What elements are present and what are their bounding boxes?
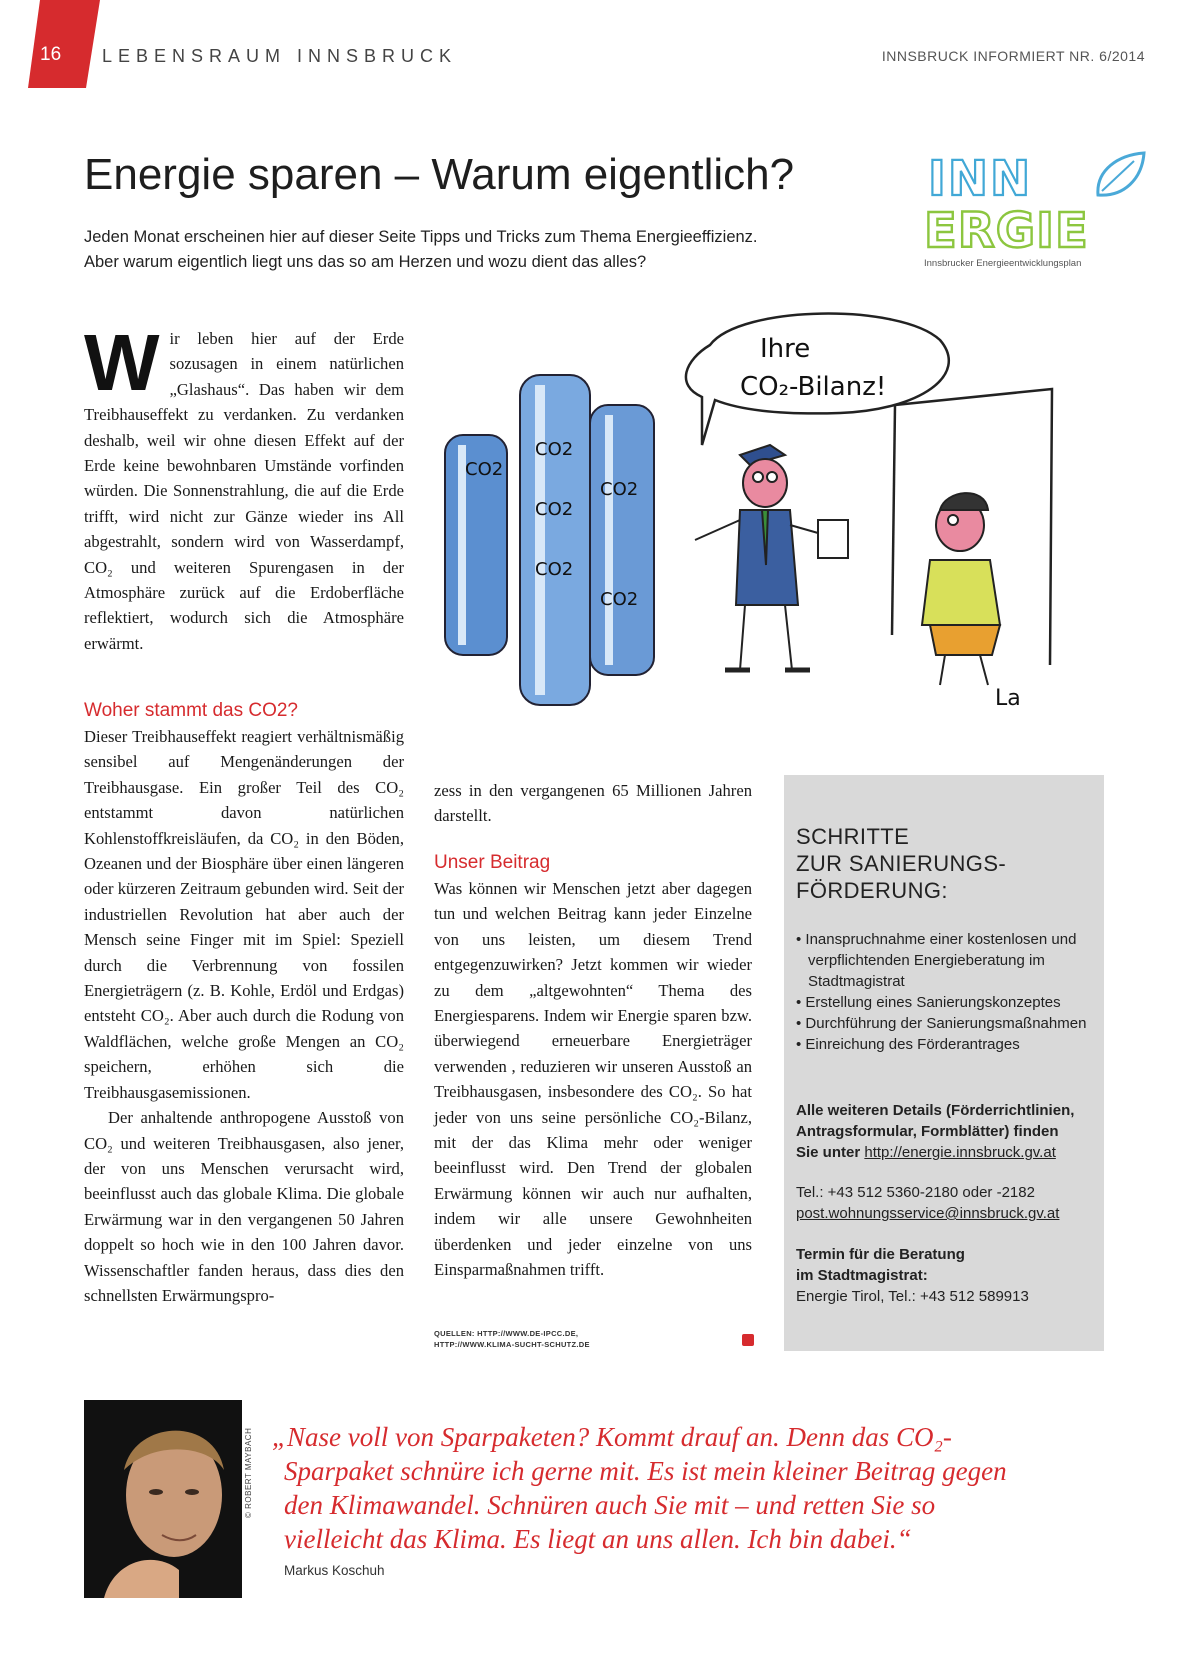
column-2-continuation	[434, 778, 752, 829]
section-title: LEBENSRAUM INNSBRUCK	[102, 46, 458, 66]
column-1-body	[84, 724, 404, 1308]
quote-author: Markus Koschuh	[284, 1563, 385, 1578]
quote-line: vielleicht das Klima. Es liegt an uns allen. Ich bin dabei.“	[284, 1524, 912, 1554]
leaf-icon	[1098, 153, 1144, 195]
pull-quote	[272, 1420, 1072, 1556]
contact-text	[796, 1182, 1101, 1224]
portrait-photo	[84, 1400, 242, 1598]
paragraph: zess in den vergangenen 65 Millionen Jahren darstellt.	[434, 781, 752, 826]
subheading-co2: Woher stammt das CO2?	[84, 700, 299, 721]
email-link[interactable]: post.wohnungsservice@innsbruck.gv.at	[796, 1205, 1060, 1222]
appointment-bold: im Stadtmagistrat:	[796, 1267, 928, 1284]
source-line: QUELLEN: HTTP://WWW.DE-IPCC.DE,	[434, 1329, 579, 1338]
logo-line2: ERGIE	[924, 203, 1089, 259]
article-intro	[84, 225, 864, 275]
speech-line-1: Ihre	[760, 334, 811, 364]
title-line: SCHRITTE	[796, 824, 910, 849]
lead-text: ir leben hier auf der Erde sozusagen in einem natürlichen „Glashaus“. Das haben wir dem Treibhauseffekt zu verdanken. Zu verdanken deshalb, weil wir ohne diesen Effekt auf der Erde keine bewohnbaren Umstände vorfinden würden. Die Sonnenstrahlung, die auf die Erde trifft, wird nicht zur Gänze wieder ins All abgestrahlt, sondern wird von Wasserdampf, CO₂ und weiteren Spurengasen in der Atmosphäre zurück auf die Erdoberfläche reflektiert, wodurch sich die Atmosphäre erwärmt.	[84, 329, 404, 653]
quote-line: „Nase voll von Sparpaketen? Kommt drauf an. Denn das CO₂-	[272, 1422, 952, 1452]
info-box-title	[796, 823, 1006, 904]
source-line: HTTP://WWW.KLIMA-SUCHT-SCHUTZ.DE	[434, 1340, 590, 1349]
appointment-contact: Energie Tirol, Tel.: +43 512 589913	[796, 1288, 1029, 1305]
title-line: FÖRDERUNG:	[796, 878, 948, 903]
barrel-label: CO2	[535, 499, 574, 520]
barrel-label: CO2	[535, 439, 574, 460]
paragraph: Der anhaltende anthropogene Ausstoß von CO₂ und weiteren Treibhausgasen, also jener, der von uns Menschen verursacht wird, beeinflusst auch das globale Klima. Die globale Erwärmung war in den vergangenen 50 Jahren doppelt so hoch wie in den 100 Jahren davor. Wissenschaftler fanden heraus, dass dies den schnellsten Erwärmungspro-	[84, 1108, 404, 1305]
article-end-mark	[742, 1334, 754, 1346]
details-link[interactable]: http://energie.innsbruck.gv.at	[864, 1144, 1056, 1161]
intro-line: Jeden Monat erscheinen hier auf dieser Seite Tipps und Tricks zum Thema Energieeffizienz.	[84, 228, 758, 246]
info-box	[784, 775, 1104, 1351]
appointment-text	[796, 1244, 1101, 1307]
speech-line-2: CO₂-Bilanz!	[740, 372, 887, 402]
issue-label: INNSBRUCK INFORMIERT NR. 6/2014	[881, 48, 1145, 64]
details-bold: Sie unter	[796, 1144, 861, 1161]
barrel-label: CO2	[600, 589, 639, 610]
list-item: • Inanspruchnahme einer kostenlosen und verpflichtenden Energieberatung im Stadtmagistrat	[796, 929, 1096, 992]
illustrator-signature: La	[995, 686, 1021, 711]
quote-line: Sparpaket schnüre ich gerne mit. Es ist mein kleiner Beitrag gegen	[284, 1456, 1007, 1486]
details-bold: Alle weiteren Details (Förderrichtlinien,	[796, 1102, 1075, 1119]
appointment-bold: Termin für die Beratung	[796, 1246, 965, 1263]
barrel-label: CO2	[600, 479, 639, 500]
quote-line: den Klimawandel. Schnüren auch Sie mit – und retten Sie so	[284, 1490, 936, 1520]
logo-line1: INN	[928, 151, 1033, 207]
details-text	[796, 1100, 1101, 1163]
title-line: ZUR SANIERUNGS-	[796, 851, 1007, 876]
subheading-beitrag: Unser Beitrag	[434, 852, 551, 873]
list-item: • Durchführung der Sanierungsmaßnahmen	[796, 1013, 1096, 1034]
paragraph: Dieser Treibhauseffekt reagiert verhältnismäßig sensibel auf Mengenänderungen der Treibhausgase. Ein großer Teil des CO₂ entstammt davon natürlichen Kohlenstoffkreisläufen, da CO₂ in den Böden, Ozeanen und der Biosphäre über einen längeren oder kürzeren Zeitraum gebunden wird. Seit der industriellen Revolution hat aber auch der Mensch seine Finger mit im Spiel: Speziell durch die Verbrennung von fossilen Energieträgern (z. B. Kohle, Erdöl und Erdgas) entsteht CO₂. Aber auch durch die Rodung von Waldflächen, welche große Mengen an CO₂ speichern, erhöhen sich die Treibhausgasemissionen.	[84, 727, 404, 1102]
column-2-body	[434, 876, 752, 1283]
steps-list	[796, 929, 1096, 1055]
man-with-cap	[695, 445, 848, 670]
woman-figure	[922, 493, 1000, 685]
barrel-label: CO2	[465, 459, 504, 480]
drop-cap: W	[84, 318, 160, 407]
list-item: • Einreichung des Förderantrages	[796, 1034, 1096, 1055]
red-page-tab	[28, 0, 100, 88]
list-item: • Erstellung eines Sanierungskonzeptes	[796, 992, 1096, 1013]
lead-paragraph	[84, 318, 404, 656]
barrel-label: CO2	[535, 559, 574, 580]
sources	[434, 1328, 590, 1350]
details-bold: Antragsformular, Formblätter) finden	[796, 1123, 1059, 1140]
co2-cartoon-illustration	[440, 305, 1080, 735]
co2-barrels	[445, 375, 654, 705]
page-number: 16	[40, 44, 62, 65]
logo-subtitle: Innsbrucker Energieentwicklungsplan	[924, 258, 1082, 269]
article-title: Energie sparen – Warum eigentlich?	[84, 150, 795, 199]
photo-credit: © ROBERT MAYBACH	[244, 1427, 253, 1518]
phone-number: Tel.: +43 512 5360-2180 oder -2182	[796, 1184, 1035, 1201]
intro-line: Aber warum eigentlich liegt uns das so am Herzen und wozu dient das alles?	[84, 253, 647, 271]
paragraph: Was können wir Menschen jetzt aber dagegen tun und welchen Beitrag kann jeder Einzelne von uns leisten, um diesem Trend entgegenzuwirken? Jetzt kommen wir wieder zu dem „altgewohnten“ Thema des Energiesparens. Indem wir Energie sparen bzw. überwiegend erneuerbare Energieträger verwenden , reduzieren wir unseren Ausstoß an Treibhausgasen, insbesondere des CO₂. So hat jeder von uns seine persönliche CO₂-Bilanz, mit der das Klima mehr oder weniger beeinflusst wird. Den Trend der globalen Erwärmung können wir auch nur aufhalten, indem wir alle unsere Gewohnheiten überdenken und jeder einzelne von uns Einsparmaßnahmen trifft.	[434, 879, 752, 1280]
